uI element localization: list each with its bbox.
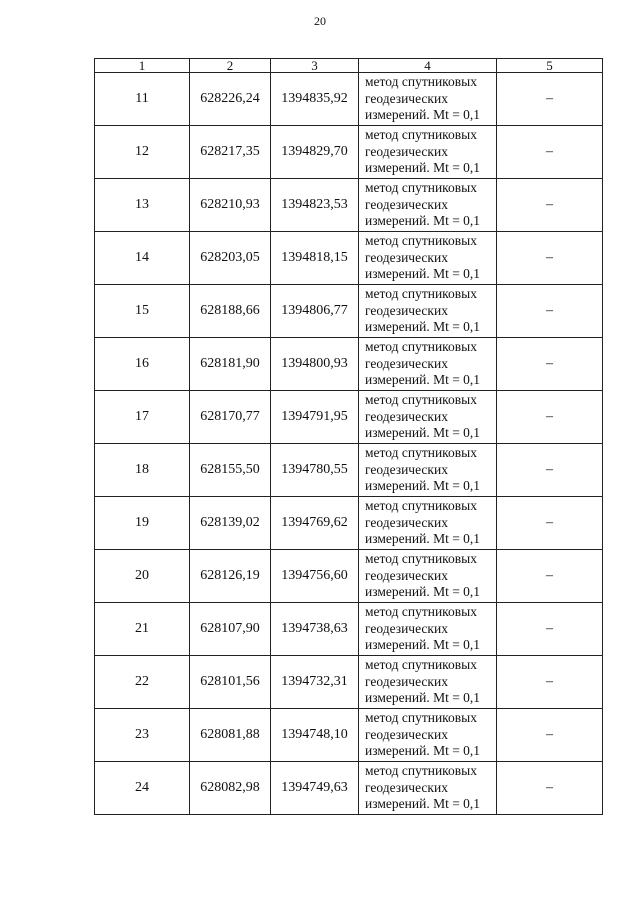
x-coordinate-cell: 628181,90 [190,338,271,391]
x-coordinate-cell: 628155,50 [190,444,271,497]
method-line: метод спутниковых [365,604,477,620]
x-coordinate-cell: 628170,77 [190,391,271,444]
x-coordinate-cell: 628188,66 [190,285,271,338]
y-coordinate-cell: 1394791,95 [271,391,359,444]
method-line: геодезических [365,355,448,371]
x-coordinate-cell: 628139,02 [190,497,271,550]
method-line: метод спутниковых [365,74,477,90]
point-number-cell: 23 [95,709,190,762]
x-coordinate-cell: 628126,19 [190,550,271,603]
method-line: измерений. Mt = 0,1 [365,637,481,653]
method-cell [359,656,497,709]
note-cell: – [497,497,603,550]
method-cell [359,762,497,815]
method-line: метод спутниковых [365,233,477,249]
column-header-4: 4 [359,59,497,73]
x-coordinate-cell: 628217,35 [190,126,271,179]
method-line: геодезических [365,461,448,477]
method-cell [359,73,497,126]
x-coordinate-cell: 628203,05 [190,232,271,285]
column-header-1: 1 [95,59,190,73]
method-cell [359,338,497,391]
x-coordinate-cell: 628082,98 [190,762,271,815]
method-line: метод спутниковых [365,710,477,726]
table-row [95,656,603,709]
table-row [95,444,603,497]
method-line: измерений. Mt = 0,1 [365,690,481,706]
method-cell [359,603,497,656]
method-line: метод спутниковых [365,180,477,196]
point-number-cell: 13 [95,179,190,232]
table-row [95,762,603,815]
note-cell: – [497,656,603,709]
table-row [95,391,603,444]
method-line: измерений. Mt = 0,1 [365,531,481,547]
point-number-cell: 12 [95,126,190,179]
note-cell: – [497,232,603,285]
y-coordinate-cell: 1394823,53 [271,179,359,232]
method-cell [359,179,497,232]
point-number-cell: 11 [95,73,190,126]
note-cell: – [497,338,603,391]
method-cell [359,709,497,762]
note-cell: – [497,709,603,762]
method-line: геодезических [365,567,448,583]
point-number-cell: 24 [95,762,190,815]
point-number-cell: 20 [95,550,190,603]
method-line: измерений. Mt = 0,1 [365,372,481,388]
method-line: метод спутниковых [365,763,477,779]
method-cell [359,550,497,603]
column-header-5: 5 [497,59,603,73]
y-coordinate-cell: 1394835,92 [271,73,359,126]
table-row [95,709,603,762]
y-coordinate-cell: 1394780,55 [271,444,359,497]
method-line: геодезических [365,302,448,318]
coordinates-table [94,58,603,815]
y-coordinate-cell: 1394748,10 [271,709,359,762]
method-line: метод спутниковых [365,392,477,408]
y-coordinate-cell: 1394749,63 [271,762,359,815]
table-row [95,285,603,338]
note-cell: – [497,603,603,656]
method-line: измерений. Mt = 0,1 [365,107,481,123]
table-row [95,338,603,391]
y-coordinate-cell: 1394818,15 [271,232,359,285]
method-line: измерений. Mt = 0,1 [365,796,481,812]
point-number-cell: 15 [95,285,190,338]
method-line: измерений. Mt = 0,1 [365,319,481,335]
page-number: 20 [314,14,326,28]
method-cell [359,232,497,285]
column-header-3: 3 [271,59,359,73]
note-cell: – [497,444,603,497]
point-number-cell: 14 [95,232,190,285]
method-cell [359,391,497,444]
method-line: геодезических [365,514,448,530]
method-line: метод спутниковых [365,127,477,143]
method-line: измерений. Mt = 0,1 [365,266,481,282]
y-coordinate-cell: 1394769,62 [271,497,359,550]
y-coordinate-cell: 1394738,63 [271,603,359,656]
table-row [95,126,603,179]
table-row [95,497,603,550]
method-line: метод спутниковых [365,445,477,461]
method-line: измерений. Mt = 0,1 [365,743,481,759]
method-line: метод спутниковых [365,286,477,302]
note-cell: – [497,126,603,179]
method-line: геодезических [365,249,448,265]
method-line: геодезических [365,779,448,795]
y-coordinate-cell: 1394806,77 [271,285,359,338]
x-coordinate-cell: 628107,90 [190,603,271,656]
method-line: измерений. Mt = 0,1 [365,584,481,600]
header-row [95,59,603,73]
method-cell [359,444,497,497]
method-line: метод спутниковых [365,498,477,514]
method-line: метод спутниковых [365,551,477,567]
table-header [95,59,603,73]
method-line: метод спутниковых [365,339,477,355]
point-number-cell: 21 [95,603,190,656]
x-coordinate-cell: 628210,93 [190,179,271,232]
table-row [95,232,603,285]
column-header-2: 2 [190,59,271,73]
point-number-cell: 22 [95,656,190,709]
note-cell: – [497,762,603,815]
point-number-cell: 19 [95,497,190,550]
y-coordinate-cell: 1394829,70 [271,126,359,179]
method-line: геодезических [365,143,448,159]
method-line: измерений. Mt = 0,1 [365,160,481,176]
table-row [95,73,603,126]
x-coordinate-cell: 628081,88 [190,709,271,762]
table-row [95,550,603,603]
point-number-cell: 17 [95,391,190,444]
note-cell: – [497,550,603,603]
y-coordinate-cell: 1394732,31 [271,656,359,709]
table-body [95,73,603,815]
method-line: геодезических [365,90,448,106]
note-cell: – [497,285,603,338]
method-line: геодезических [365,673,448,689]
note-cell: – [497,73,603,126]
note-cell: – [497,391,603,444]
method-line: геодезических [365,196,448,212]
method-line: измерений. Mt = 0,1 [365,478,481,494]
table-row [95,603,603,656]
note-cell: – [497,179,603,232]
method-line: измерений. Mt = 0,1 [365,425,481,441]
x-coordinate-cell: 628226,24 [190,73,271,126]
method-line: геодезических [365,726,448,742]
y-coordinate-cell: 1394756,60 [271,550,359,603]
method-line: измерений. Mt = 0,1 [365,213,481,229]
y-coordinate-cell: 1394800,93 [271,338,359,391]
point-number-cell: 18 [95,444,190,497]
x-coordinate-cell: 628101,56 [190,656,271,709]
method-cell [359,126,497,179]
method-line: геодезических [365,620,448,636]
method-cell [359,497,497,550]
method-cell [359,285,497,338]
method-line: метод спутниковых [365,657,477,673]
point-number-cell: 16 [95,338,190,391]
method-line: геодезических [365,408,448,424]
table-row [95,179,603,232]
